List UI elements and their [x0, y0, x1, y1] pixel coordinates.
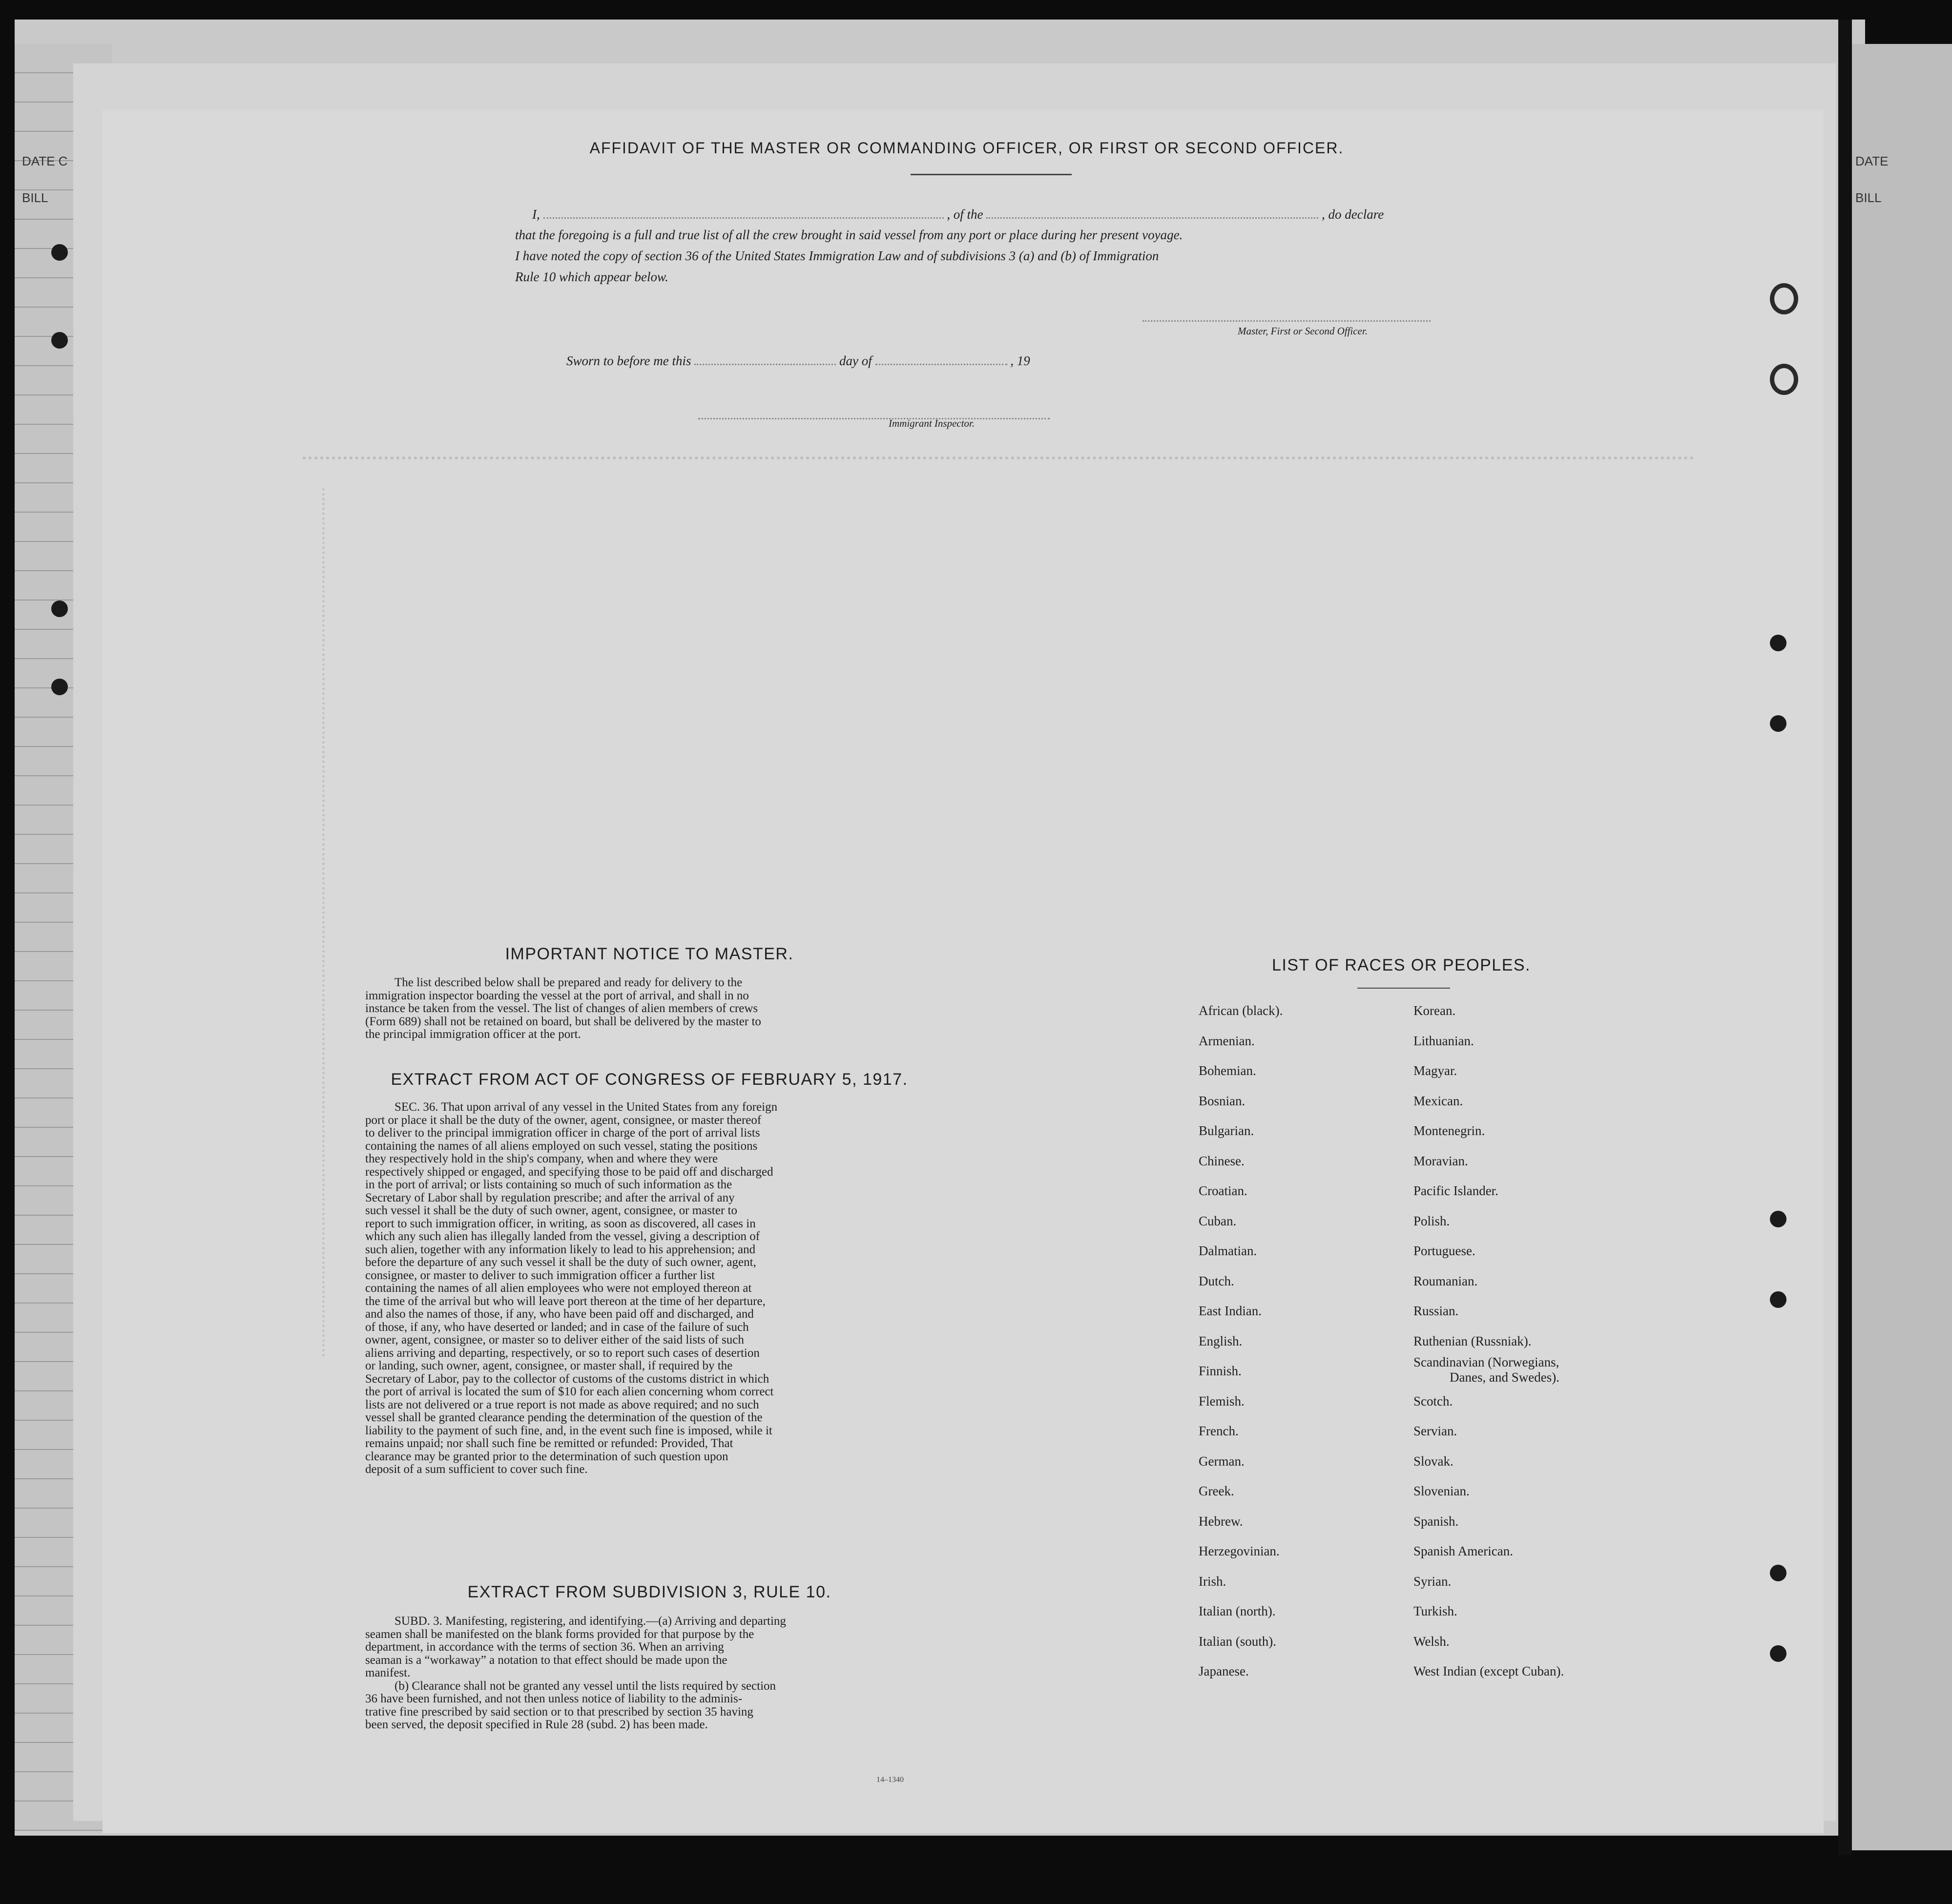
race-item: Finnish. — [1199, 1364, 1242, 1378]
race-item: Bohemian. — [1199, 1063, 1256, 1078]
act-line: port or place it shall be the duty of the owner, agent, consignee, or master thereof — [365, 1113, 762, 1127]
race-item: German. — [1199, 1453, 1245, 1469]
rule-line: manifest. — [365, 1666, 411, 1679]
inspector-caption: Immigrant Inspector. — [889, 417, 975, 429]
race-item: Spanish American. — [1413, 1544, 1513, 1558]
binder-ring — [1770, 283, 1798, 314]
affidavit-i-label: I, — [532, 207, 540, 222]
races-divider — [1357, 988, 1450, 989]
race-item: Scandinavian (Norwegians, — [1413, 1355, 1559, 1369]
act-line: owner, agent, consignee, or master so to deliver either of the said lists of such — [365, 1333, 744, 1346]
race-item: Chinese. — [1199, 1153, 1245, 1168]
right-ledger-sheet — [1850, 44, 1952, 1850]
sworn-day-blank[interactable] — [694, 351, 836, 365]
act-line: of those, if any, who have deserted or landed; and in case of the failure of such — [365, 1320, 749, 1334]
race-item: Italian (south). — [1199, 1634, 1276, 1649]
race-item: Herzegovinian. — [1199, 1544, 1280, 1558]
rule-line: trative fine prescribed by said section or to that prescribed by section 35 having — [365, 1705, 753, 1718]
affidavit-of-the-label: , of the — [947, 207, 983, 222]
race-item: Dutch. — [1199, 1273, 1234, 1288]
binder-hole — [51, 679, 68, 695]
binder-ring — [1770, 364, 1798, 395]
race-item: Scotch. — [1413, 1393, 1453, 1408]
left-margin-fragment-date: DATE C — [22, 154, 68, 168]
form-number: 14–1340 — [876, 1776, 904, 1784]
rule-line: seaman is a “workaway” a notation to that effect should be made upon the — [365, 1653, 727, 1667]
race-item: Armenian. — [1199, 1033, 1255, 1048]
act-line: respectively shipped or engaged, and specifying those to be paid off and discharged — [365, 1165, 773, 1179]
right-gap — [1838, 20, 1852, 1855]
name-blank[interactable] — [543, 205, 944, 219]
binder-hole — [1770, 1291, 1786, 1308]
title-divider — [911, 174, 1072, 175]
race-item: Irish. — [1199, 1573, 1226, 1589]
right-margin-fragment-bill: BILL — [1855, 190, 1882, 205]
race-item: West Indian (except Cuban). — [1413, 1664, 1564, 1678]
bleed-through-marks — [303, 456, 1694, 469]
race-item: Greek. — [1199, 1484, 1234, 1498]
races-right-column — [1413, 1003, 1687, 1687]
race-item: Roumanian. — [1413, 1273, 1478, 1288]
extract-act-body — [365, 1101, 931, 1476]
binder-hole — [51, 332, 68, 349]
race-item: Spanish. — [1413, 1513, 1459, 1529]
race-item: Lithuanian. — [1413, 1033, 1474, 1048]
left-margin-fragment-bill: BILL — [22, 190, 48, 205]
act-line: to deliver to the principal immigration officer in charge of the port of arrival lists — [365, 1126, 760, 1139]
race-item: Ruthenian (Russniak). — [1413, 1333, 1532, 1348]
year-label: , 19 — [1010, 353, 1030, 368]
act-line: liability to the payment of such fine, and, in the event such fine is imposed, while it — [365, 1424, 772, 1437]
race-item: Cuban. — [1199, 1213, 1237, 1228]
notice-body — [365, 976, 931, 1041]
act-line: and also the names of those, if any, who have been paid off and discharged, and — [365, 1307, 754, 1321]
act-line: consignee, or master to deliver to such immigration officer a further list — [365, 1268, 715, 1282]
notice-line: immigration inspector boarding the vessel at the port of arrival, and shall in no — [365, 989, 749, 1002]
race-item: Hebrew. — [1199, 1513, 1243, 1529]
sworn-month-blank[interactable] — [875, 351, 1007, 365]
rule-line: been served, the deposit specified in Rule 28 (subd. 2) has been made. — [365, 1718, 708, 1731]
race-item: Dalmatian. — [1199, 1243, 1257, 1258]
race-item: Montenegrin. — [1413, 1123, 1485, 1138]
signature-caption: Master, First or Second Officer. — [1238, 325, 1368, 337]
binder-hole — [1770, 635, 1786, 651]
act-line: Secretary of Labor shall by regulation prescribe; and after the arrival of any — [365, 1191, 735, 1204]
act-line: which any such alien has illegally landed from the vessel, giving a description of — [365, 1230, 760, 1243]
race-item: Japanese. — [1199, 1664, 1249, 1678]
vessel-blank[interactable] — [986, 205, 1318, 219]
race-item: Moravian. — [1413, 1153, 1468, 1168]
race-item: Danes, and Swedes). — [1450, 1370, 1559, 1385]
act-line: clearance may be granted prior to the determination of such question upon — [365, 1449, 728, 1463]
act-line: aliens arriving and departing, respectively, or so to report such cases of desertion — [365, 1346, 760, 1360]
races-left-column — [1199, 1003, 1404, 1687]
act-line: in the port of arrival; or lists containing so much of such information as the — [365, 1178, 732, 1191]
notice-line: instance be taken from the vessel. The list of changes of alien members of crews — [365, 1002, 758, 1015]
race-item: Welsh. — [1413, 1634, 1450, 1649]
race-item: Portuguese. — [1413, 1243, 1475, 1258]
race-item: Italian (north). — [1199, 1604, 1276, 1618]
race-item: Bosnian. — [1199, 1093, 1246, 1108]
rule-line: 36 have been furnished, and not then unless notice of liability to the adminis- — [365, 1692, 743, 1705]
race-item: Servian. — [1413, 1424, 1457, 1438]
day-of-label: day of — [839, 353, 872, 368]
act-line: the port of arrival is located the sum of $10 for each alien concerning whom correct — [365, 1385, 774, 1398]
binder-hole — [51, 600, 68, 617]
sworn-line — [566, 351, 1030, 371]
notice-line: The list described below shall be prepared and ready for delivery to the — [395, 976, 743, 989]
race-item: Croatian. — [1199, 1183, 1247, 1198]
act-line: such vessel it shall be the duty of such owner, agent, consignee, or master to — [365, 1204, 737, 1217]
sworn-label: Sworn to before me this — [566, 353, 691, 368]
act-line: before the departure of any such vessel it shall be the duty of such owner, agent, — [365, 1256, 756, 1269]
race-item: French. — [1199, 1424, 1239, 1438]
rule-line: department, in accordance with the terms of section 36. When an arriving — [365, 1640, 724, 1654]
act-line: remains unpaid; nor shall such fine be remitted or refunded: Provided, That — [365, 1437, 733, 1450]
extract-rule-title: EXTRACT FROM SUBDIVISION 3, RULE 10. — [467, 1583, 831, 1601]
affidavit-declaration-line — [532, 204, 1455, 225]
act-line: such alien, together with any information likely to lead to his apprehension; and — [365, 1242, 756, 1256]
act-line: deposit of a sum sufficient to cover such fine. — [365, 1463, 588, 1476]
race-item: Bulgarian. — [1199, 1123, 1254, 1138]
race-item: Mexican. — [1413, 1093, 1463, 1108]
act-line: vessel shall be granted clearance pending the determination of the question of the — [365, 1411, 763, 1424]
right-margin-fragment-date: DATE — [1855, 154, 1889, 168]
act-line: Secretary of Labor, pay to the collector of customs of the customs district in which — [365, 1372, 769, 1386]
act-line: SEC. 36. That upon arrival of any vessel in the United States from any foreign — [395, 1100, 778, 1114]
race-item: Pacific Islander. — [1413, 1183, 1498, 1198]
extract-rule-body — [365, 1615, 931, 1732]
rule-line: (b) Clearance shall not be granted any vessel until the lists required by section — [395, 1679, 776, 1693]
race-item: Korean. — [1413, 1003, 1456, 1018]
race-item: Slovenian. — [1413, 1484, 1470, 1498]
act-line: report to such immigration officer, in writing, as soon as discovered, all cases in — [365, 1217, 756, 1230]
race-item: Polish. — [1413, 1213, 1450, 1228]
act-line: they respectively hold in the ship's company, when and where they were — [365, 1152, 718, 1165]
affidavit-line-4: Rule 10 which appear below. — [515, 269, 668, 284]
races-title: LIST OF RACES OR PEOPLES. — [1271, 956, 1531, 974]
race-item: African (black). — [1199, 1003, 1283, 1018]
rule-line: seamen shall be manifested on the blank forms provided for that purpose by the — [365, 1627, 754, 1641]
race-item: Slovak. — [1413, 1453, 1454, 1469]
act-line: or landing, such owner, agent, consignee, or master shall, if required by the — [365, 1359, 733, 1372]
notice-title: IMPORTANT NOTICE TO MASTER. — [505, 945, 794, 963]
race-item: East Indian. — [1199, 1304, 1262, 1318]
binder-hole — [1770, 1211, 1786, 1227]
binder-hole — [1770, 1645, 1786, 1662]
rule-line: SUBD. 3. Manifesting, registering, and identifying.—(a) Arriving and departing — [395, 1614, 786, 1628]
act-line: the time of the arrival but who will leave port thereon at the time of her departure, — [365, 1294, 766, 1308]
binder-hole — [1770, 715, 1786, 732]
act-line: containing the names of all alien employees who were not employed thereon at — [365, 1282, 752, 1295]
notice-line: (Form 689) shall not be retained on board, but shall be delivered by the master to — [365, 1014, 761, 1028]
inspector-signature-blank[interactable] — [698, 405, 1050, 419]
race-item: Magyar. — [1413, 1063, 1457, 1078]
binder-hole — [1770, 1565, 1786, 1581]
signature-blank[interactable] — [1142, 308, 1431, 322]
act-line: lists are not delivered or a true report is not made as above required; and no such — [365, 1398, 759, 1411]
affidavit-line-2: that the foregoing is a full and true list of all the crew brought in said vessel from any port or place during her present voyage. — [515, 228, 1183, 242]
act-line: containing the names of all aliens employed on such vessel, stating the positions — [365, 1139, 758, 1153]
race-item: Flemish. — [1199, 1393, 1245, 1408]
bleed-through-column — [322, 488, 369, 1357]
race-item: Russian. — [1413, 1304, 1459, 1318]
race-item: English. — [1199, 1333, 1243, 1348]
extract-act-title: EXTRACT FROM ACT OF CONGRESS OF FEBRUARY 5, 1917. — [391, 1070, 908, 1089]
race-item: Turkish. — [1413, 1604, 1457, 1618]
affidavit-title: AFFIDAVIT OF THE MASTER OR COMMANDING OFFICER, OR FIRST OR SECOND OFFICER. — [589, 139, 1344, 157]
binder-hole — [51, 244, 68, 261]
race-item: Syrian. — [1413, 1573, 1452, 1589]
notice-line: the principal immigration officer at the port. — [365, 1028, 581, 1041]
affidavit-line-3: I have noted the copy of section 36 of the United States Immigration Law and of subdivisions 3 (a) and (b) of Immigration — [515, 248, 1159, 263]
affidavit-declare-label: , do declare — [1322, 207, 1384, 222]
